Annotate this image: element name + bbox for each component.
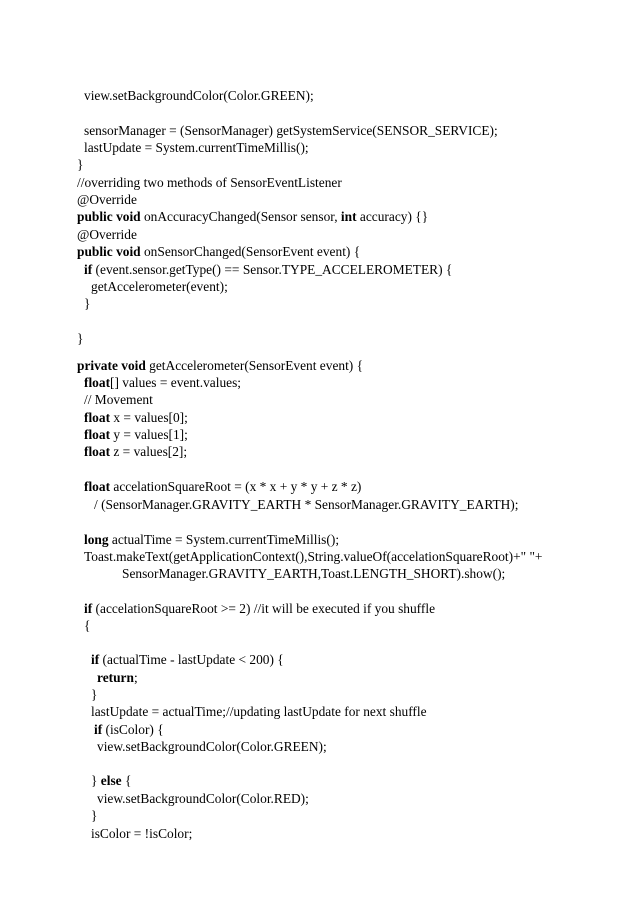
code-line [84,295,90,312]
code-text: x = values[0]; [110,410,188,425]
code-text: } [77,157,84,172]
code-line [91,703,427,720]
code-text: Toast.makeText(getApplicationContext(),String.valueOf(accelationSquareRoot)+" "+ [84,549,543,564]
code-text: ; [133,670,138,685]
code-text: isColor = !isColor; [91,826,193,841]
code-text: getAccelerometer(SensorEvent event) { [145,358,364,373]
code-text: onAccuracyChanged(Sensor sensor, [140,209,341,224]
code-line [84,600,435,617]
code-text: //overriding two methods of SensorEventListener [77,175,342,190]
code-text: } [91,687,98,702]
code-line [91,651,284,668]
code-text: (event.sensor.getType() == Sensor.TYPE_ACCELEROMETER) { [92,262,453,277]
code-keyword: return [97,670,134,685]
code-text: accuracy) {} [356,209,429,224]
code-line [97,738,327,755]
code-line [77,357,363,374]
code-line [84,617,90,634]
code-line [84,87,314,104]
code-text: actualTime = System.currentTimeMillis(); [108,532,340,547]
code-keyword: if [84,262,93,277]
code-line [77,330,83,347]
code-line [84,409,188,426]
code-line [77,243,360,260]
code-text: (isColor) { [102,722,164,737]
code-line [91,686,97,703]
code-text: @Override [77,192,137,207]
code-line [91,278,228,295]
code-text: sensorManager = (SensorManager) getSystemService(SENSOR_SERVICE); [84,123,498,138]
code-keyword: float [84,427,111,442]
code-text: z = values[2]; [110,444,188,459]
code-keyword: long [84,532,109,547]
code-line [77,174,342,191]
code-line [122,565,505,582]
code-keyword: public void [77,209,141,224]
code-text: { [84,618,91,633]
code-line [84,531,339,548]
code-text: SensorManager.GRAVITY_EARTH,Toast.LENGTH_SHORT).show(); [122,566,506,581]
code-keyword: private void [77,358,146,373]
code-line [91,807,97,824]
code-line [84,122,498,139]
code-text: lastUpdate = actualTime;//updating lastUpdate for next shuffle [91,704,427,719]
code-keyword: public void [77,244,141,259]
code-line [91,772,131,789]
code-text: } [77,331,84,346]
code-text: lastUpdate = System.currentTimeMillis(); [84,140,309,155]
code-line [84,261,452,278]
code-line [84,443,187,460]
code-line [84,478,361,495]
code-text: } [91,808,98,823]
code-keyword: else [100,773,122,788]
code-line [84,391,153,408]
code-text: // Movement [84,392,153,407]
code-text: [] values = event.values; [110,375,242,390]
code-keyword: float [84,375,111,390]
code-line [97,669,138,686]
code-text: accelationSquareRoot = (x * x + y * y + z * z) [110,479,362,494]
code-text: view.setBackgroundColor(Color.GREEN); [97,739,327,754]
code-text: y = values[1]; [110,427,188,442]
code-line [94,496,518,513]
code-line [84,139,309,156]
code-line [77,208,428,225]
code-text: view.setBackgroundColor(Color.GREEN); [84,88,314,103]
code-line [94,721,164,738]
code-line [77,226,137,243]
code-keyword: float [84,410,111,425]
code-text: getAccelerometer(event); [91,279,228,294]
code-text: } [84,296,91,311]
code-line [97,790,309,807]
code-line [91,825,192,842]
code-text: (accelationSquareRoot >= 2) //it will be executed if you shuffle [92,601,436,616]
code-keyword: float [84,444,111,459]
code-line [77,191,137,208]
code-text: / (SensorManager.GRAVITY_EARTH * SensorManager.GRAVITY_EARTH); [94,497,519,512]
code-keyword: if [94,722,103,737]
code-text: view.setBackgroundColor(Color.RED); [97,791,309,806]
code-keyword: if [91,652,100,667]
code-keyword: int [340,209,357,224]
code-line [84,548,542,565]
code-text: (actualTime - lastUpdate < 200) { [99,652,284,667]
code-text: @Override [77,227,137,242]
code-keyword: if [84,601,93,616]
code-text: { [121,773,132,788]
code-line [84,426,188,443]
code-line [77,156,83,173]
code-text: onSensorChanged(SensorEvent event) { [140,244,361,259]
code-line [84,374,241,391]
code-keyword: float [84,479,111,494]
code-text: } [91,773,101,788]
